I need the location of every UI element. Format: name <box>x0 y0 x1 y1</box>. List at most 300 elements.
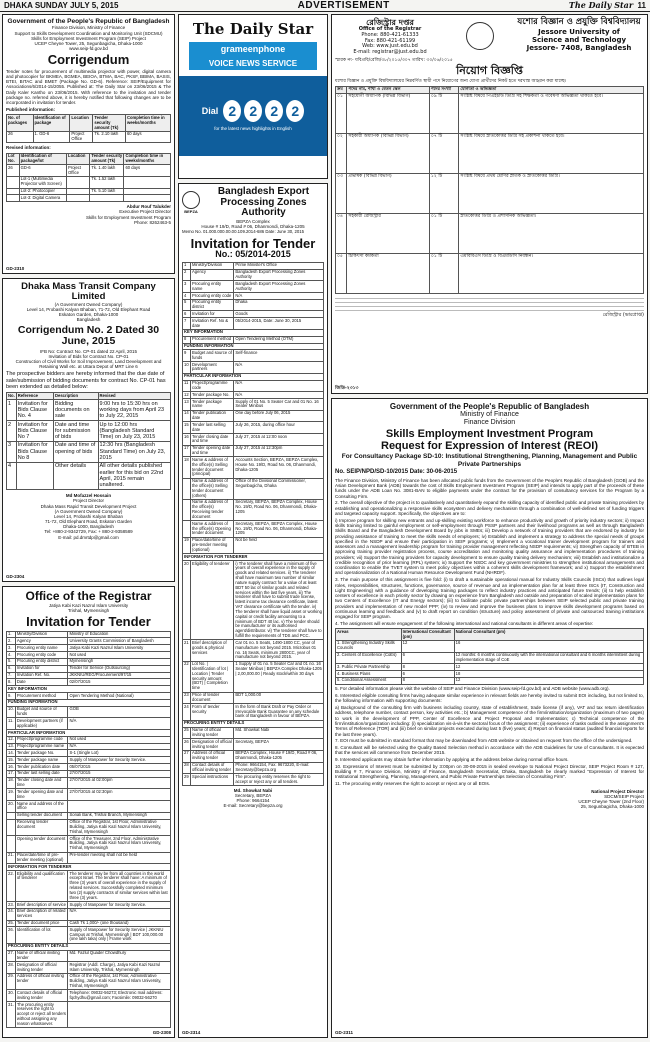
table-cell: 28 <box>183 762 191 774</box>
table-cell: Name & address of the office(s) Receiving tender document <box>191 499 234 520</box>
paragraph: 3. The main purpose of this assignment is five fold: (i) to draft a sustainable operational manual for Industry Skills Councils (ISCs) that outlines legal roles, responsibilities, structures, functions, governance, source of revenue and an implementation plan for at least three ISCs (IT, Construction and Light Engineering) with a guidance of developing training packages to reflect industry practices and anticipated future trends; (ii) to help establish centers of excellence in each priority sector by drawing on experience from Bangladesh and outside and preparation of scaled implementation plans for two Centers of Excellence (IT and Energy sectors); (iii) to facilitate public private partnerships between SEIP selected public and private training providers and implementation of new model PPP; (iv) to review and improve the business plans to improve skills development programs based on continuous learning and feedback and (v) to draft report on condition (structure) and policy assessment of private and outsourced training institutions engaged for SEIP program. <box>335 577 644 620</box>
table-cell: 21 <box>183 640 191 661</box>
table-cell: Date <box>15 679 68 686</box>
ad1-published-label: Published information: <box>6 107 55 113</box>
table-cell: 26. <box>7 927 16 943</box>
daily-star-voice-news-ad <box>178 14 328 179</box>
table-cell <box>68 801 171 813</box>
table-cell: 9 <box>183 350 191 362</box>
table-cell: Name & address of the office(s) Selling tender document (others) <box>191 478 234 499</box>
table-cell: Registrar (Addl. Charge), Jatiya Kabi Kazi Nazrul Islam University, Trishal, Mymensingh <box>68 962 171 974</box>
ad1-t2-header: Identification of package/lot <box>19 153 66 165</box>
table-cell: 20 <box>183 561 191 640</box>
table-cell: Tender document price <box>15 920 68 927</box>
ad1-line: Support to Skills Development Coordination and Monitoring Unit (SDCMU) <box>14 30 163 36</box>
table-row <box>336 213 644 253</box>
ad5-table <box>335 86 644 294</box>
table-row <box>183 445 324 457</box>
table-cell: July 26, 2015, during office hour <box>234 422 324 434</box>
table-cell: Date and time of opening of bids <box>53 441 98 462</box>
table-cell: 9:00 hrs to 15:30 hrs on working days from April 23 to July 22, 2015 <box>98 400 170 421</box>
table-cell: Project Office <box>67 165 90 177</box>
table-cell: 6. <box>7 665 16 672</box>
ad1-signature <box>6 204 171 225</box>
table-row <box>7 777 171 789</box>
ad2-sub-line: Construction of Civil Works for Soil Improvement, Land Development and Retaining Wall etc. at Uttara Depot of MRT Line 6 <box>15 359 162 370</box>
table-row <box>183 750 324 762</box>
table-cell: i) The tenderer shall have a minimum of five years of overall experience in the supply of goods and related services. ii) The tenderer shall have maximum two number of similar nature supply contract for a value of at least BDT 50 lac of similar goods and related services within the last five years. iii) The tenderer shall have to submit trade license, latest income tax clearance certificate, latest VAT clearance certificate with the tender. iv) The tenderer shall have liquid asset or working capital or credit facility amounting to a minimum of BDT 40 lac. v) The tender should be manufacturer or its authorised agent/distributor. vi) The tenderer shall have to fulfill the requirements of TDS and PCC. <box>235 560 322 639</box>
ad6-table <box>335 628 644 684</box>
table-row <box>7 699 171 706</box>
table-cell: Dhaka <box>234 299 324 311</box>
table-cell <box>7 836 16 852</box>
table-cell: Budget and source of funds <box>15 706 68 718</box>
table-cell <box>124 188 171 195</box>
table-cell: Date and time for submission of bids <box>53 421 98 442</box>
table-row <box>183 478 324 499</box>
table-cell: সহকারী রেজিস্ট্রার <box>347 213 430 253</box>
table-row <box>7 679 171 686</box>
table-cell: 4 <box>183 293 191 300</box>
table-cell: N/A <box>68 743 171 750</box>
table-cell: N/A <box>234 392 324 399</box>
paragraph: 11. The procuring entity reserves the right to accept or reject any or all EOIs. <box>335 781 491 787</box>
table-row <box>183 293 324 300</box>
table-cell: 27/07/2015 at 02:30pm <box>68 789 171 801</box>
table-cell: 4 <box>7 462 17 489</box>
table-cell: Tender publication date <box>15 764 68 771</box>
table-cell: Secretary, BEPZA, BEPZA Complex, House No. 19/D, Road No. 06, Dhanmondi, Dhaka-1205 <box>234 499 324 520</box>
table-cell: Supply of Manpower for Security Service | JKKNIU Campus at Trishal, Mymensingh | BDT 100,000.00 (one lakh taka) only | Frame work <box>68 927 171 943</box>
table-cell: Tk. 5.10 lakh <box>90 188 124 195</box>
table-row <box>7 927 171 943</box>
ad5-lbn-line: রেজিস্ট্রার দপ্তর <box>366 18 414 27</box>
table-cell: Accounts Section, BEPZA, BEPZA Complex, House No. 19/D, Road No. 06, Dhanmondi, Dhaka-1205 <box>234 457 324 478</box>
ad4-signature <box>182 788 324 809</box>
table-cell: চিকিৎসা কর্মকর্তা <box>347 253 430 293</box>
table-cell <box>124 195 171 202</box>
ad2-header: Description <box>53 393 98 400</box>
table-row <box>7 672 171 679</box>
table-cell: 29 <box>183 774 191 786</box>
table-cell: 9. <box>7 693 16 700</box>
ad4-address <box>182 219 324 229</box>
paragraph: 10. Expressions of Interest must be submitted by 3:00pm on 30-08-2015 in sealed envelope to National Project Director, SEIP Project Room # 127, Building # 7, Finance Division, Ministry of Finance, Bangladesh Secretariat, Dhaka, Bangladesh be clearly marked "Expression of Interest for Institutional Strengthening, Planning, Management, and Public Private Partnerships Selection of Consulting Firm". <box>335 763 644 780</box>
table-cell: Brief description of service <box>15 902 68 909</box>
dial-digit: 2 <box>265 100 283 122</box>
table-cell: Price of tender document <box>191 692 234 704</box>
table-cell <box>67 176 90 188</box>
table-cell: Brief description of goods & physical services <box>191 640 234 661</box>
table-row <box>183 720 324 727</box>
table-row <box>183 640 324 661</box>
table-cell: Prime Minister's Office <box>234 262 324 269</box>
ad2-table <box>6 392 171 490</box>
ad6-title2: Request for Expression of Interest (REOI) <box>381 439 598 452</box>
ad-just-recruitment <box>331 14 648 394</box>
table-cell: 12 months: 6 months continuously with the international consultant and 6 months intermittent during implementation stage of CoE <box>454 652 643 664</box>
table-cell: 26 <box>183 739 191 751</box>
table-cell: 12 <box>184 391 189 397</box>
ad5-gd-code: জিডি-২৩১৩ <box>335 385 359 391</box>
ad2-subheading <box>6 349 171 370</box>
table-cell: ০৫ <box>336 253 347 293</box>
table-row <box>183 762 324 774</box>
table-row <box>7 920 171 927</box>
table-row <box>183 561 324 640</box>
table-cell: In the form of Bank Draft or Pay Order or Irrevocable Bank Guarantee on any schedule bank of Bangladesh in favour of BEPZA. <box>234 704 324 720</box>
table-cell: Secretary, BEPZA, BEPZA Complex, House No. 19/D, Road No. 06, Dhanmondi, Dhaka-1205 <box>234 521 324 537</box>
table-cell: ০৩ <box>336 173 347 213</box>
table-cell: 12. <box>8 736 14 742</box>
table-cell <box>67 188 90 195</box>
table-row <box>7 195 171 202</box>
table-row <box>336 671 644 678</box>
paragraph: 8. Consultant will be selected using the Quality Based Selection method in accordance with the ADB Guidelines for Use of Consultants. It is expected that the services will commence from December 2015. <box>335 745 644 756</box>
table-cell: Ministry/Division <box>191 262 234 269</box>
table-cell: 27. <box>7 950 16 962</box>
table-cell: Invitation for Bids Clause No. 4 <box>16 400 53 421</box>
table-cell: 15. <box>8 756 14 762</box>
table-cell: 6 <box>401 652 454 664</box>
table-row <box>7 1002 171 1028</box>
table-row <box>336 664 644 671</box>
table-row <box>336 640 644 652</box>
table-cell <box>16 462 53 489</box>
table-cell: Sonali Bank, Trishal Branch, Mymensingh <box>68 812 171 819</box>
table-cell: Secretary, BEPZA <box>234 739 324 751</box>
table-cell <box>7 812 16 819</box>
table-cell: 23 <box>183 692 191 704</box>
table-cell: Procuring entity district <box>15 658 68 665</box>
table-row <box>7 950 171 962</box>
table-cell: 05/2014-2015, Date: June 30, 2015 <box>234 318 324 330</box>
ad6-sub: For Consultancy Package SD-10: Institutional Strengthening, Planning, Management and Public Private Partnerships <box>341 453 638 468</box>
table-row <box>7 801 171 813</box>
table-cell: Invitation for Bids Clause No 8 <box>16 441 53 462</box>
table-cell: The tenderer may be from all countries in the world except Israel. The tenderer shall have: A minimum of three (3) years of overall experience in the supply of related services. Successfully completed minimum two (2) supply contracts of similar services within last three (3) years. <box>68 871 171 902</box>
table-cell: Lot No. | Identification of lot | Location | Tender security amount (BDT) | Completion time <box>191 661 234 692</box>
table-row <box>183 318 324 330</box>
ad1-gov: Government of the People's Republic of Bangladesh <box>7 18 170 25</box>
section-heading: KEY INFORMATION <box>7 686 171 693</box>
dial-panel <box>179 76 327 156</box>
table-row <box>7 441 171 462</box>
table-cell <box>124 176 171 188</box>
table-cell: Place/date/time of pre-tender meeting (optional) <box>15 852 68 864</box>
section-heading: FUNDING INFORMATION <box>7 699 171 706</box>
table-row <box>7 736 171 743</box>
table-cell: Up to 12:00 hrs (Bangladesh Standard Time) on July 23, 2015 <box>98 421 170 442</box>
paragraph: i) Improve program for skilling new entrants and up-skilling existing workforce to enhance productivity and growth of priority industry sectors; ii) Impact skills training limited to gainful employment or self-employment through PSSP partners and their livelihood programs as well as through Bangladesh Skills Board and the Bangladesh Development Board by jobs in SMEs; iii) Develop a network of training providers that are endorsed by industry for providing assistance of training to meet the skills needs of employers; iv) Establish and implement a strategy to address the special needs of groups specified in the NSDP and ensure their participation in SEIP programs; v) Implement a vocational trainer development program for trainers and assessors and a management leadership program for training provider management reflecting NSDP requirements; vi) Strengthen capacity of BTEB in approving training provider registration process, course accreditation and monitoring quality assurance and implementation procedures of training providers; vii) Support the training providers for capacity development to ensure quality training delivery mechanism; viii) Establish and institutionalize a credible recognition of prior learning (RPL) system; ix) Support the NSDC and key government ministries to strengthen institutional arrangements and coordination to enable the TVET system to meet policy objectives within a coherent skills development framework; and x) Support the establishment and operationalization of a National Human Resource Development Fund (NHRDF). <box>335 517 644 576</box>
page-header <box>0 0 650 12</box>
ad-seip-corrigendum <box>2 14 175 274</box>
table-cell: Supply of 01 No. 5 Seater Car and 01 No. 16 Seater Minibus <box>234 399 324 411</box>
ad2-gd-code: GD-2304 <box>6 573 25 579</box>
table-cell: Designation of official inviting tender <box>191 739 234 751</box>
table-row <box>7 706 171 718</box>
ad2-line: Eskaton Garden, Dhaka-1000 <box>58 312 119 318</box>
table-cell: Pre-tender meeting shall not be held <box>68 852 171 864</box>
table-cell: Procuring entity code <box>191 293 234 300</box>
table-row <box>7 165 171 177</box>
table-row <box>183 269 324 281</box>
table-cell <box>67 195 90 202</box>
table-cell: Tender publication date <box>191 410 234 422</box>
table-cell: ১২ টি <box>429 173 459 213</box>
table-row <box>183 311 324 318</box>
table-row <box>7 836 171 852</box>
ad5-header: পদের সংখ্যা <box>429 86 459 93</box>
table-cell: GD-6 <box>19 165 66 177</box>
ad1-t1-header: Tender security amount (Tk) <box>93 115 126 131</box>
table-cell: Md. Showkat Nabi <box>234 727 324 739</box>
table-row <box>183 343 324 350</box>
table-row <box>7 400 171 421</box>
table-cell: Place/date/time of pre-tender meeting (optional) <box>191 537 234 553</box>
ad2-intro: The prospective bidders are hereby informed that the due date of sale/submission of bidding documents for contract No. CP-01 has been extended as detailed below: <box>6 371 166 390</box>
ad4-gd-code: GD-2314 <box>182 1029 201 1035</box>
ad6-title: Skills Employment Investment Program <box>385 428 594 441</box>
table-cell: 1. <box>7 631 16 638</box>
table-cell: 27/07/2015 at 02:00pm <box>68 777 171 789</box>
table-cell: 27/07/2015 <box>68 770 171 777</box>
table-cell: BDT 1,000.00 <box>234 692 324 704</box>
ad6-sig-line: UCEP Cheyne Tower (2nd Floor) <box>578 798 644 804</box>
table-row <box>7 421 171 442</box>
table-cell: 18 <box>454 671 643 678</box>
ad4-memo: Memo No. 01.000.000.00.00.109.2014-686 Date: June 30, 2015 <box>182 228 305 234</box>
table-cell: Jatiya Kabi Kazi Nazrul Islam University <box>68 645 171 652</box>
table-cell: Tender closing date and time <box>191 434 234 446</box>
table-cell: ০৪ <box>336 213 347 253</box>
table-cell: 29. <box>7 973 16 989</box>
table-cell: Tender package name <box>15 757 68 764</box>
table-row <box>7 757 171 764</box>
table-cell: 3 <box>183 281 191 293</box>
ad2-sig-line: 71-72, Old Elephant Road, Eskaton Garden <box>44 519 133 525</box>
table-cell: Other details <box>53 462 98 489</box>
table-cell: ০৯ টি <box>429 93 459 133</box>
table-cell: ০১ <box>336 93 347 133</box>
table-row <box>183 262 324 269</box>
table-cell: The procuring entity reserves the right to accept or reject all tenders without assigning any reason whatsoever. <box>16 1001 66 1026</box>
table-row <box>183 692 324 704</box>
ad1-t2-header: Lot No. <box>7 153 20 165</box>
ad-jkkniu-tender <box>2 586 175 1038</box>
table-cell: 25. <box>8 920 14 925</box>
table-cell: Special instructions <box>191 774 234 786</box>
ad1-t1-header: Completion time in weeks/months <box>125 115 170 131</box>
table-cell: All other details published earlier for this bid on 22nd April, 2015 remain unaltered. <box>98 462 170 489</box>
table-cell <box>7 188 20 195</box>
table-row <box>183 537 324 553</box>
ad6-ref: No. SEIP/NPD/SD-10/2015 Date: 30-06-2015 <box>335 469 458 476</box>
ad6-sig-line: SDCM/SEIP Project <box>604 793 644 799</box>
ad4-line: House # 19/D, Road # 06, Dhanmondi, Dhaka-1205 <box>201 223 305 229</box>
table-cell: স্নাতকোত্তর ডিগ্রি ও প্রশাসনিক অভিজ্ঞতা। <box>459 213 644 253</box>
table-row <box>7 990 171 1002</box>
ad5-l-line: Fax: 880-421-61199 <box>364 37 416 44</box>
table-row <box>7 962 171 974</box>
ad5-r-line: Jessore University of <box>538 27 620 36</box>
ad6-sig-line: 25, Segunbagicha, Dhaka-1000 <box>580 804 644 810</box>
table-cell: Selling tender document <box>15 812 68 819</box>
dial-digit: 2 <box>244 100 262 122</box>
table-row <box>183 281 324 293</box>
table-cell: Name & address of the office(s) Opening tender document <box>191 521 234 537</box>
table-cell: 8 <box>183 336 191 343</box>
page-date: DHAKA SUNDAY JULY 5, 2015 <box>4 0 119 10</box>
text-line <box>335 296 644 299</box>
section-label: ADVERTISEMENT <box>297 0 390 11</box>
table-cell: Not used <box>68 652 171 659</box>
table-cell: Receiving tender document <box>15 819 68 835</box>
ad-seip-reoi <box>331 398 648 1038</box>
ad2-headline: Corrigendum No. 2 Dated 30 June, 2015 <box>17 323 160 347</box>
table-cell: 18 <box>183 457 191 478</box>
table-cell: 13 <box>183 399 191 411</box>
table-cell: 5 <box>183 299 191 311</box>
table-cell: Project/programme code <box>191 380 234 392</box>
table-row <box>7 852 171 864</box>
table-row <box>7 658 171 665</box>
table-row <box>7 462 171 489</box>
table-row <box>183 299 324 311</box>
paragraph: 9. Interested applicants may obtain further information by applying at the address below during normal office hours. <box>335 757 569 763</box>
table-cell: 60 days <box>124 165 171 177</box>
table-cell: Procurement method <box>191 336 234 343</box>
paragraph: The Finance Division, Ministry of Finance has been allocated public funds from the Government of the People's Republic of Bangladesh (GOB) and the Asian Development Bank (ADB) towards the cost of Skills Employment Investment Program (SEIP) and intends to apply part of the proceeds of these funds under the ADB Loan No. 3081-BAN to eligible payments under the contract for the provision of consultancy services for the Program by a Consulting Firm. <box>335 477 644 499</box>
table-cell: 1 <box>183 262 191 269</box>
table-cell: University Grants Commission of Bangladesh <box>68 638 171 645</box>
table-cell: ০১ টি <box>429 213 459 253</box>
table-cell: এমবিবিএস ডিগ্রি ও বিএমডিসি নিবন্ধন। <box>459 253 644 293</box>
table-cell: Car 01 no. 5 Seats, 1490-1800 CC, year of manufacture not beyond 2015. Microbus 01 no. 16 Seats, minimum 2800CC, year of manufacture not beyond 2015. <box>234 640 324 661</box>
ad2-signature <box>6 493 171 540</box>
table-cell: Procuring entity code <box>15 652 68 659</box>
table-cell: সংশ্লিষ্ট বিষয়ে স্নাতকোত্তর ডিগ্রি সহ প্রকাশনা থাকতে হবে। <box>459 133 644 173</box>
table-cell: 26 <box>7 131 34 143</box>
table-cell: Lot-2: Photocopier <box>19 188 66 195</box>
table-row <box>183 362 324 374</box>
table-cell: 1 Supply of 01 no. 5 Seater Car and 01 no. 16 Seater Minibus | BEPZA Complex Dhaka-1205 | 2,00,000.00 | Ready stock/within 30 days <box>234 661 324 692</box>
masthead-logo: The Daily Star <box>568 0 634 10</box>
ad6-address <box>335 411 644 427</box>
ad5-rbn-line: যশোর বিজ্ঞান ও প্রযুক্তি বিশ্ববিদ্যালয় <box>517 17 641 27</box>
ad2-sig-line: Project Director <box>72 498 104 504</box>
ad6-sig-line: National Project Director <box>591 788 644 794</box>
table-cell: 3 <box>7 441 17 462</box>
table-cell: 12 <box>454 677 643 684</box>
table-cell: Invitation for <box>191 311 234 318</box>
table-cell <box>7 176 20 188</box>
table-cell: Tender last selling date <box>191 422 234 434</box>
ad4-sig-line: E-mail: Secretary@bepza.org <box>223 803 283 809</box>
ad2-sig-line: Tel: +880-2-9342729, Fax: + 880-2-9358589 <box>44 529 133 535</box>
table-row <box>7 176 171 188</box>
ad2-header: Revised <box>98 393 170 400</box>
table-cell: One day before July 06, 2015 <box>234 410 324 422</box>
table-cell: 22. <box>7 871 16 902</box>
table-cell: N/A <box>234 293 324 300</box>
table-row <box>336 253 644 293</box>
ad3-address <box>6 603 171 613</box>
table-cell: সহযোগী অধ্যাপক (বিভিন্ন বিভাগ) <box>347 93 430 133</box>
table-row <box>7 693 171 700</box>
ad5-right-lines <box>514 28 644 52</box>
table-row <box>7 943 171 950</box>
table-cell: 3. Public Private Partnership <box>336 664 402 671</box>
table-row <box>183 774 324 786</box>
table-row <box>183 422 324 434</box>
table-cell: The procuring entity reserves the right to accept or reject any or all tenders. <box>234 774 324 786</box>
table-cell: Designation of official inviting tender <box>15 962 68 974</box>
table-cell <box>183 478 191 499</box>
ad2-sig-line: (A Government Owned Company) <box>54 508 123 514</box>
ad4-headline: Invitation for Tender <box>190 235 316 251</box>
table-cell: Agency <box>15 638 68 645</box>
table-row <box>7 645 171 652</box>
table-cell: সহকারী অধ্যাপক (বিভিন্ন বিভাগ) <box>347 133 430 173</box>
ds-title: The Daily Star <box>192 20 314 38</box>
table-cell: Identification of lot <box>15 927 68 943</box>
table-cell: July 27, 2015 at 12:30pm <box>234 445 324 457</box>
ad2-sub-line: IFB No: Contract No. CP-01 dated 22 April, 2015 <box>39 348 138 354</box>
table-cell: Brief description of related services <box>15 908 68 920</box>
ad2-address <box>6 302 171 323</box>
table-cell: Bidding documents on sale <box>53 400 98 421</box>
table-cell: Tk. 2.10 lakh <box>93 131 126 143</box>
table-cell: Self-finance <box>234 350 324 362</box>
just-logo-icon <box>466 22 494 50</box>
table-row <box>7 730 171 737</box>
table-cell: N/A <box>234 380 324 392</box>
ad5-header: ক্রম <box>336 86 347 93</box>
table-cell: 30. <box>7 990 16 1002</box>
table-cell: Tender package No. <box>15 750 68 757</box>
ad6-line: Ministry of Finance <box>460 411 519 419</box>
table-cell <box>7 819 16 835</box>
table-row <box>7 665 171 672</box>
table-cell: Tender package name <box>191 399 234 411</box>
table-cell: 11 <box>183 380 191 392</box>
paragraph: 5. For detailed information please visit the website of SEIP and Finance Division (www.seip-fd.gov.bd) and ADB website (www.adb.org). <box>335 686 610 692</box>
ad1-t2-header: Location <box>67 153 90 165</box>
table-cell: N/A <box>68 718 171 730</box>
table-cell: Tender for Service (Outsourcing) <box>68 665 171 672</box>
ad1-sig-line: Executive Project Director <box>119 209 171 215</box>
text-line <box>335 304 644 307</box>
table-row <box>7 812 171 819</box>
table-cell: Mymensingh <box>68 658 171 665</box>
table-cell: BEPZA Complex, House # 19/D, Road # 06, Dhanmondi, Dhaka-1205 <box>234 750 324 762</box>
ad1-line: Finance Division, Ministry of Finance <box>51 25 126 31</box>
ad3-title: Office of the Registrar <box>25 589 152 603</box>
table-row <box>336 173 644 213</box>
table-cell: Phone: 9664154, Fax: 9673220, E-mail: Secretary@bepza.org <box>234 762 324 774</box>
table-row <box>7 973 171 989</box>
table-cell: Invitation for Bids Clause No 7 <box>16 421 53 442</box>
table-cell: Office of the Registrar, 1st Floor, Administrative Building, Jatiya Kabi Kazi Nazrul Islam University, Trishal, Mymensingh <box>68 973 171 989</box>
table-cell: Tender last selling date <box>15 770 68 777</box>
table-row <box>183 399 324 411</box>
text-line <box>335 308 644 311</box>
table-cell: 22 <box>183 661 191 692</box>
ad6-header: National Consultant (pm) <box>454 629 643 641</box>
table-cell: Open Tendering Method (OTM) <box>234 336 324 343</box>
ad1-line: www.seip-fd.gov.bd <box>69 46 108 52</box>
